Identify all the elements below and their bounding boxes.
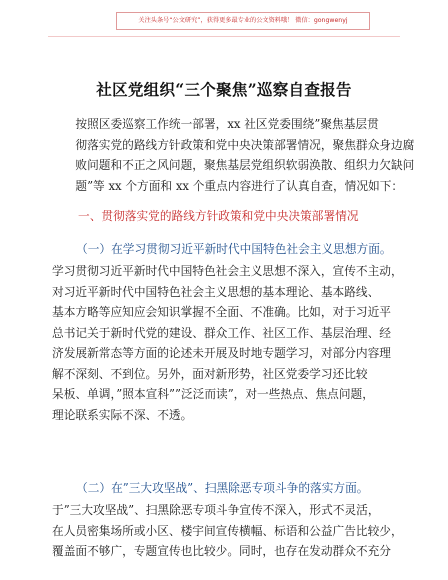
subsection-paragraph — [52, 500, 403, 562]
paragraph-line: 理论联系实际不深、不透。 — [52, 407, 193, 422]
paragraph-line: 于”三大攻坚战”、扫黑除恶专项斗争宣传不深入，形式不灵活， — [52, 503, 380, 517]
paragraph-line: 败问题和不正之风问题，聚焦基层党组织软弱涣散、组织力欠缺问 — [75, 158, 415, 172]
paragraph-line: 解不深刻、不到位。另外，面对新形势，社区党委学习还比较 — [52, 366, 368, 381]
subsection-heading: （二）在”三大攻坚战”、扫黑除恶专项斗争的落实方面。 — [76, 481, 369, 495]
section-heading: 一、贯彻落实党的路线方针政策和党中央决策部署情况 — [78, 209, 359, 223]
paragraph-line: 题”等 xx 个方面和 xx 个重点内容进行了认真自查，情况如下： — [75, 178, 404, 193]
paragraph-line: 覆盖面不够广，专题宣传也比较少。同时，也存在发动群众不充分 — [52, 544, 391, 558]
intro-paragraph — [52, 114, 415, 196]
paragraph-line: 基本方略等应知应会知识掌握不全面、不准确。比如，对于习近平 — [52, 305, 391, 319]
promo-banner: 关注头条号“公文研究”，获得更多最专业的公文资料哦！ 微信：gongwenyj — [116, 12, 370, 30]
document-title: 社区党组织“三个聚焦”巡察自查报告 — [96, 80, 352, 99]
subsection-paragraph — [52, 261, 403, 425]
subsection-heading: （一）在学习贯彻习近平新时代中国特色社会主义思想方面。 — [76, 242, 392, 256]
paragraph-line: 呆板、单调，”照本宣科””泛泛而读”，对一些热点、焦点问题， — [52, 387, 374, 401]
paragraph-line: 按照区委巡察工作统一部署，xx 社区党委围绕”聚焦基层贯 — [75, 117, 379, 131]
paragraph-line: 济发展新常态等方面的论述未开展及时地专题学习，对部分内容理 — [52, 346, 391, 360]
paragraph-line: 彻落实党的路线方针政策和党中央决策部署情况，聚焦群众身边腐 — [75, 137, 415, 152]
paragraph-line: 学习贯彻习近平新时代中国特色社会主义思想不深入，宣传不主动， — [52, 264, 403, 278]
paragraph-line: 对习近平新时代中国特色社会主义思想的基本理论、基本路线、 — [52, 284, 380, 299]
header-divider — [48, 36, 400, 37]
paragraph-line: 总书记关于新时代党的建设、群众工作、社区工作、基层治理、经 — [52, 325, 391, 340]
paragraph-line: 在人员密集场所或小区、楼宇间宣传横幅、标语和公益广告比较少， — [52, 523, 403, 538]
